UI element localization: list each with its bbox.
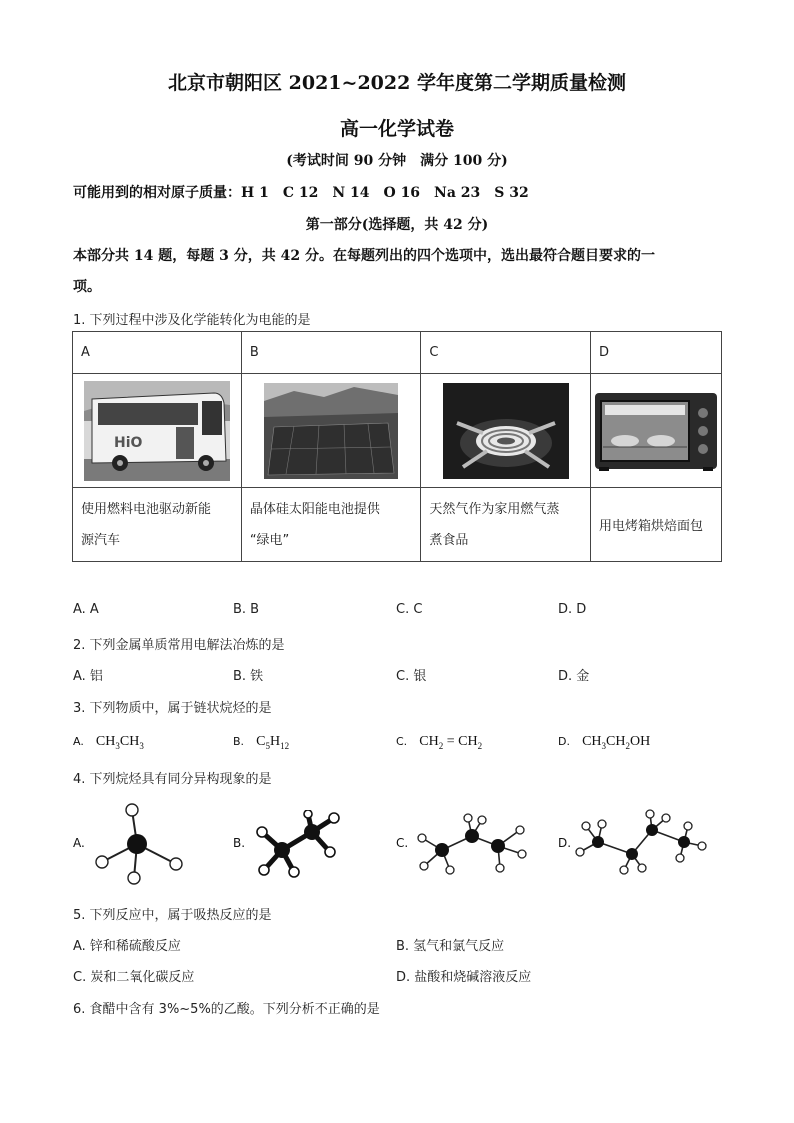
section-title: 第一部分(选择题，共 42 分) xyxy=(305,217,489,233)
section-instructions-line2: 项。 xyxy=(73,279,101,295)
question-1-table xyxy=(72,331,722,562)
q1-option-c[interactable]: C. C xyxy=(396,602,423,617)
q3-label-c: C. xyxy=(396,735,408,748)
description-a-line1: 使用燃料电池驱动新能 xyxy=(81,501,212,517)
description-b-line2: “绿电” xyxy=(249,532,290,548)
question-1-stem: 1. 下列过程中涉及化学能转化为电能的是 xyxy=(73,313,311,328)
description-d-line1: 用电烤箱烘焙面包 xyxy=(599,519,704,534)
fuel-cell-bus-photo xyxy=(84,381,230,481)
electric-oven-photo xyxy=(595,389,717,473)
section-instructions-line1: 本部分共 14 题，每题 3 分，共 42 分。在每题列出的四个选项中，选出最符合题目要求的一 xyxy=(73,248,655,264)
exam-title: 北京市朝阳区 2021~2022 学年度第二学期质量检测 xyxy=(168,72,626,94)
q2-option-a[interactable]: A. 铝 xyxy=(73,669,103,684)
butane-ball-stick-model xyxy=(572,808,712,878)
q3-label-d: D. xyxy=(558,735,570,748)
bus-sign-text: HiO xyxy=(113,434,143,451)
exam-subtitle: 高一化学试卷 xyxy=(339,118,454,140)
q3-formula-b: $C_5H_{12}$ xyxy=(249,734,290,751)
description-d xyxy=(591,488,722,562)
table-header-b: B xyxy=(241,332,421,374)
description-c xyxy=(421,488,591,562)
q1-option-d[interactable]: D. D xyxy=(558,602,587,617)
q2-option-d[interactable]: D. 金 xyxy=(558,669,590,684)
q4-label-d[interactable]: D. xyxy=(558,836,572,850)
q3-option-a[interactable] xyxy=(73,730,144,751)
question-2-stem: 2. 下列金属单质常用电解法冶炼的是 xyxy=(73,638,285,653)
ethane-ball-stick-model xyxy=(250,810,350,880)
q3-formula-a: $CH_3CH_3$ xyxy=(88,734,144,751)
description-a xyxy=(73,488,242,562)
exam-info: (考试时间 90 分钟 满分 100 分) xyxy=(286,153,508,169)
table-image-row xyxy=(73,374,722,488)
q5-option-c[interactable]: C. 炭和二氧化碳反应 xyxy=(73,970,195,985)
table-header-row xyxy=(73,332,722,374)
q3-label-a: A. xyxy=(73,735,84,748)
atomic-masses: 可能用到的相对原子质量：H 1 C 12 N 14 O 16 Na 23 S 32 xyxy=(73,185,529,201)
table-header-c: C xyxy=(421,332,591,374)
question-6-stem: 6. 食醋中含有 3%~5%的乙酸。下列分析不正确的是 xyxy=(73,1002,380,1017)
image-cell-b xyxy=(241,374,421,488)
q1-option-a[interactable]: A. A xyxy=(73,602,99,617)
image-cell-c xyxy=(421,374,591,488)
q5-option-a[interactable]: A. 锌和稀硫酸反应 xyxy=(73,939,181,954)
description-a-line2: 源汽车 xyxy=(81,532,121,548)
table-header-d: D xyxy=(591,332,722,374)
image-cell-d xyxy=(591,374,722,488)
q3-formula-c: $CH_2 = CH_2$ xyxy=(412,734,483,751)
q2-option-c[interactable]: C. 银 xyxy=(396,669,427,684)
q2-option-b[interactable]: B. 铁 xyxy=(233,669,264,684)
table-header-a: A xyxy=(73,332,242,374)
q3-option-b[interactable] xyxy=(233,730,289,751)
question-5-stem: 5. 下列反应中，属于吸热反应的是 xyxy=(73,908,272,923)
table-description-row xyxy=(73,488,722,562)
propane-ball-stick-model xyxy=(412,812,532,878)
q3-label-b: B. xyxy=(233,735,245,748)
q4-label-c[interactable]: C. xyxy=(396,836,409,850)
q5-option-d[interactable]: D. 盐酸和烧碱溶液反应 xyxy=(396,970,532,985)
question-4-stem: 4. 下列烷烃具有同分异构现象的是 xyxy=(73,772,272,787)
q3-formula-d: $CH_3CH_2OH$ xyxy=(575,734,651,751)
q3-option-d[interactable] xyxy=(558,730,650,751)
q4-label-a[interactable]: A. xyxy=(73,836,85,850)
q5-option-b[interactable]: B. 氢气和氯气反应 xyxy=(396,939,505,954)
methane-ball-stick-model xyxy=(88,800,188,890)
description-c-line1: 天然气作为家用燃气蒸 xyxy=(429,501,560,517)
question-3-stem: 3. 下列物质中，属于链状烷烃的是 xyxy=(73,701,272,716)
description-b-line1: 晶体硅太阳能电池提供 xyxy=(249,501,380,517)
description-b xyxy=(241,488,421,562)
description-c-line2: 煮食品 xyxy=(429,532,469,548)
q4-label-b[interactable]: B. xyxy=(233,836,246,850)
image-cell-a xyxy=(73,374,242,488)
gas-stove-photo xyxy=(443,383,569,479)
solar-panel-photo xyxy=(264,383,398,479)
q1-option-b[interactable]: B. B xyxy=(233,602,260,617)
q3-option-c[interactable] xyxy=(396,730,482,751)
